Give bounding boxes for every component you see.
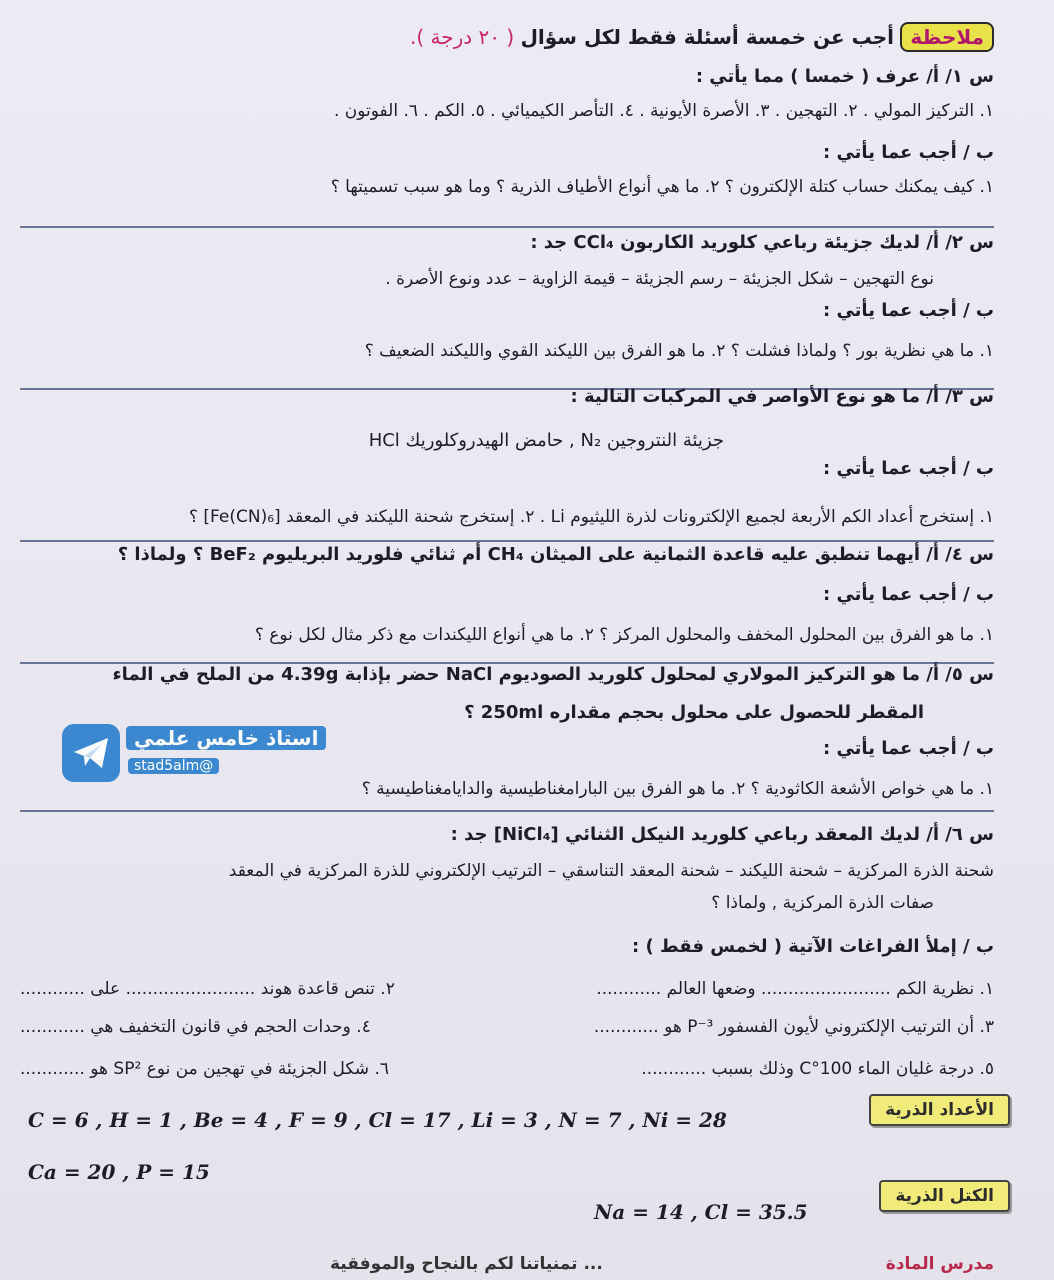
q2-a-text: نوع التهجين – شكل الجزيئة – رسم الجزيئة – قيمة الزاوية – عدد ونوع الأصرة .	[385, 269, 934, 289]
q1-a-terms: ١. التركيز المولي . ٢. التهجين . ٣. الأصرة الأيونية . ٤. التأصر الكيميائي . ٥. الكم . ٦. الفوتون .	[333, 101, 994, 121]
q6-a-title: س ٦/ أ/ لديك المعقد رباعي كلوريد النيكل الثنائي [NiCl₄] جد :	[450, 824, 994, 845]
fill-item-5: ٥. درجة غليان الماء 100°C وذلك بسبب ............	[641, 1059, 994, 1079]
q5-b-text: ١. ما هي خواص الأشعة الكاثودية ؟ ٢. ما هو الفرق بين البارامغناطيسية والدايامغناطيسية ؟	[361, 779, 994, 799]
footer-teacher: مدرس المادة	[885, 1254, 994, 1274]
q3-b-title: ب / أجب عما يأتي :	[823, 458, 994, 479]
fill-row-3	[20, 1056, 994, 1082]
note-label: ملاحظة	[900, 22, 994, 52]
q4-b-text: ١. ما هو الفرق بين المحلول المخفف والمحلول المركز ؟ ٢. ما هي أنواع الليكندات مع ذكر مثال لكل نوع ؟	[254, 625, 994, 645]
q1-b-title: ب / أجب عما يأتي :	[823, 142, 994, 163]
fill-row-1	[20, 976, 994, 1002]
telegram-icon	[62, 724, 120, 782]
q5-a-text2: المقطر للحصول على محلول بحجم مقداره 250ml ؟	[464, 702, 924, 723]
atomic-numbers-line1: C = 6 , H = 1 , Be = 4 , F = 9 , Cl = 17 , Li = 3 , N = 7 , Ni = 28	[28, 1108, 727, 1132]
q3-a-title: س ٣/ أ/ ما هو نوع الأواصر في المركبات التالية :	[570, 386, 994, 407]
q5-a-title: س ٥/ أ/ ما هو التركيز المولاري لمحلول كلوريد الصوديوم NaCl حضر بإذابة 4.39g من الملح في الماء	[112, 664, 994, 685]
watermark-handle: @stad5alm	[128, 758, 219, 774]
atomic-numbers-label: الأعداد الذرية	[869, 1094, 1010, 1126]
channel-watermark	[62, 724, 322, 784]
q6-b-title: ب / إملأ الفراغات الآتية ( لخمس فقط ) :	[632, 936, 994, 957]
q2-a-title: س ٢/ أ/ لديك جزيئة رباعي كلوريد الكاربون CCl₄ جد :	[530, 232, 994, 253]
footer-wishes: ... تمنياتنا لكم بالنجاح والموفقية	[330, 1254, 603, 1274]
q4-a-title: س ٤/ أ/ أيهما تنطبق عليه قاعدة الثمانية على الميثان CH₄ أم ثنائي فلوريد البريليوم BeF₂ ؟ ولماذا ؟	[117, 544, 994, 565]
instruction-marks: ( ٢٠ درجة ).	[410, 25, 515, 49]
fill-item-2: ٢. تنص قاعدة هوند ........................ على ............	[20, 979, 395, 999]
q2-b-title: ب / أجب عما يأتي :	[823, 300, 994, 321]
q6-a-text2: صفات الذرة المركزية , ولماذا ؟	[711, 893, 934, 913]
instruction-text: أجب عن خمسة أسئلة فقط لكل سؤال	[520, 25, 895, 49]
fill-item-4: ٤. وحدات الحجم في قانون التخفيف هي ............	[20, 1017, 371, 1037]
q3-a-text: جزيئة النتروجين N₂ , حامض الهيدروكلوريك HCl	[368, 430, 724, 451]
divider	[20, 810, 994, 812]
q3-b-text: ١. إستخرج أعداد الكم الأربعة لجميع الإلكترونات لذرة الليثيوم Li . ٢. إستخرج شحنة الليكند في المعقد [Fe(CN)₆] ؟	[188, 507, 994, 527]
fill-item-3: ٣. أن الترتيب الإلكتروني لأيون الفسفور P⁻³ هو ............	[593, 1017, 994, 1037]
q6-a-text: شحنة الذرة المركزية – شحنة الليكند – شحنة المعقد التناسقي – الترتيب الإلكتروني للذرة المركزية في المعقد	[228, 861, 994, 881]
q4-b-title: ب / أجب عما يأتي :	[823, 584, 994, 605]
atomic-masses-line: Na = 14 , Cl = 35.5	[594, 1200, 808, 1224]
atomic-masses-label: الكتل الذرية	[879, 1180, 1010, 1212]
fill-item-1: ١. نظرية الكم ........................ وضعها العالم ............	[596, 979, 994, 999]
q5-b-title: ب / أجب عما يأتي :	[823, 738, 994, 759]
fill-row-2	[20, 1014, 994, 1040]
atomic-numbers-line2: Ca = 20 , P = 15	[28, 1160, 210, 1184]
divider	[20, 226, 994, 228]
q2-b-text: ١. ما هي نظرية بور ؟ ولماذا فشلت ؟ ٢. ما هو الفرق بين الليكند القوي والليكند الضعيف ؟	[364, 341, 994, 361]
q1-a-title: س ١/ أ/ عرف ( خمسا ) مما يأتي :	[695, 66, 994, 87]
instruction-line	[20, 22, 994, 52]
fill-item-6: ٦. شكل الجزيئة في تهجين من نوع SP² هو ............	[20, 1059, 389, 1079]
watermark-name: استاذ خامس علمي	[126, 726, 326, 750]
q1-b-text: ١. كيف يمكنك حساب كتلة الإلكترون ؟ ٢. ما هي أنواع الأطياف الذرية ؟ وما هو سبب تسميتها ؟	[330, 177, 994, 197]
